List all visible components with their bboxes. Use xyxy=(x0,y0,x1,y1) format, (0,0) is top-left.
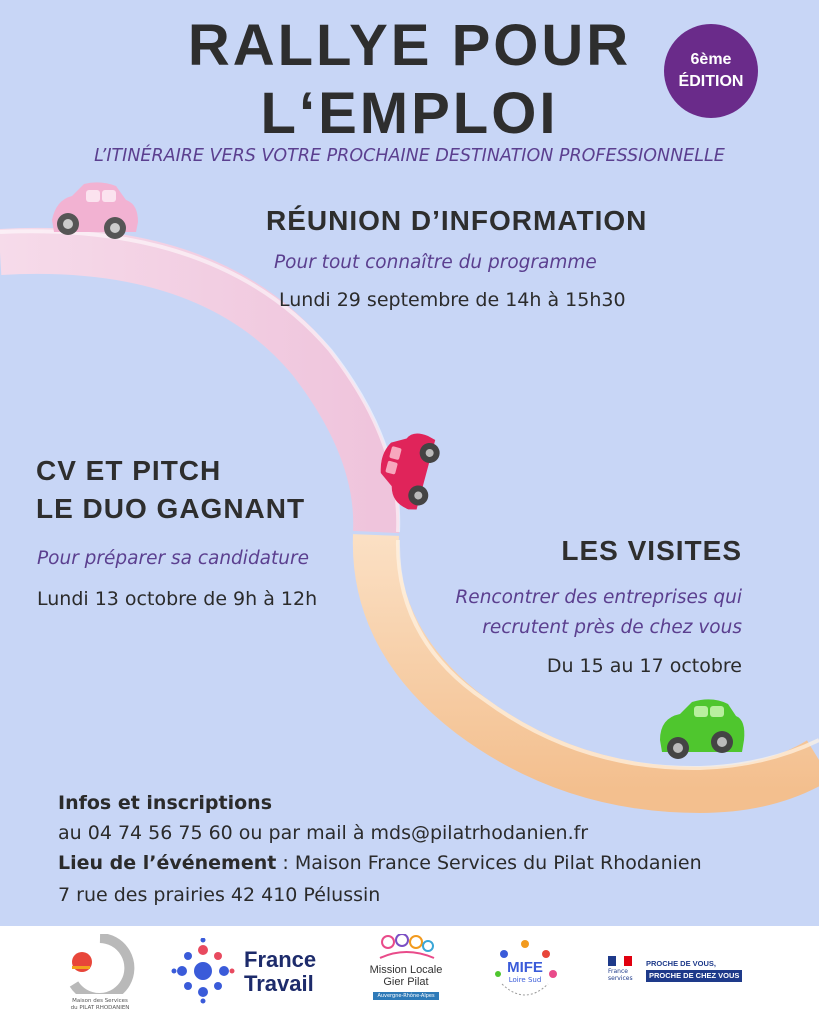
partner-logos-footer xyxy=(0,926,819,1024)
mission-locale-region: Auvergne-Rhône-Alpes xyxy=(373,992,439,1000)
mife-line-2: Loire Sud xyxy=(508,976,542,984)
france-services-brand-line-2: services xyxy=(608,975,633,982)
france-travail-line-2: Travail xyxy=(244,971,314,996)
reunion-subtitle: Pour tout connaître du programme xyxy=(274,252,597,273)
place-label: Lieu de l’événement xyxy=(58,852,277,874)
reunion-title: RÉUNION D’INFORMATION xyxy=(266,205,648,236)
maison-line-1: Maison des Services xyxy=(72,998,128,1004)
badge-line-1: 6ème xyxy=(690,51,732,68)
mife-logo xyxy=(490,936,560,1016)
visites-subtitle xyxy=(455,583,742,643)
france-travail-line-1: France xyxy=(244,947,317,972)
tagline: L’ITINÉRAIRE VERS VOTRE PROCHAINE DESTINATION PROFESSIONNELLE xyxy=(94,146,725,166)
cv-title xyxy=(36,452,305,528)
visites-subtitle-line-2: recrutent près de chez vous xyxy=(482,617,742,638)
green-car-icon xyxy=(660,699,744,759)
badge-line-2: ÉDITION xyxy=(678,73,744,90)
france-travail-dots-icon xyxy=(170,938,236,1004)
pink-car-icon xyxy=(52,182,138,239)
cv-title-line-1: CV ET PITCH xyxy=(36,455,222,486)
info-place xyxy=(58,852,702,874)
reunion-date: Lundi 29 septembre de 14h à 15h30 xyxy=(279,289,626,311)
france-services-brand-line-1: France xyxy=(608,968,628,975)
info-contact: au 04 74 56 75 60 ou par mail à mds@pilatrhodanien.fr xyxy=(58,822,589,844)
mission-locale-people-icon xyxy=(376,934,436,960)
france-services-slogan-line-2: PROCHE DE CHEZ VOUS xyxy=(646,970,742,982)
france-services-slogan-line-1: PROCHE DE VOUS, xyxy=(646,959,717,968)
edition-badge xyxy=(664,24,758,118)
maison-line-2: du PILAT RHODANIEN xyxy=(70,1005,130,1011)
mission-locale-logo xyxy=(366,934,446,1018)
maison-services-logo xyxy=(62,934,138,1014)
france-services-logo xyxy=(608,956,758,996)
title-line-2: L‘EMPLOI xyxy=(260,81,559,146)
visites-date: Du 15 au 17 octobre xyxy=(546,655,742,677)
visites-title: LES VISITES xyxy=(561,535,742,566)
info-heading: Infos et inscriptions xyxy=(58,792,273,814)
france-travail-logo xyxy=(170,938,335,1008)
maison-services-icon xyxy=(62,934,138,994)
cv-subtitle: Pour préparer sa candidature xyxy=(37,548,309,569)
cv-title-line-2: LE DUO GAGNANT xyxy=(36,493,306,524)
visites-subtitle-line-1: Rencontrer des entreprises qui xyxy=(455,587,742,608)
mife-line-1: MIFE xyxy=(507,959,543,976)
mission-locale-line-2: Gier Pilat xyxy=(383,976,429,988)
title-line-1: RALLYE POUR xyxy=(187,13,632,78)
place-value: : Maison France Services du Pilat Rhodanien xyxy=(276,852,702,874)
info-address: 7 rue des prairies 42 410 Pélussin xyxy=(58,884,381,906)
mission-locale-line-1: Mission Locale xyxy=(369,964,443,976)
cv-date: Lundi 13 octobre de 9h à 12h xyxy=(37,588,318,610)
marianne-flag-icon xyxy=(608,956,632,966)
